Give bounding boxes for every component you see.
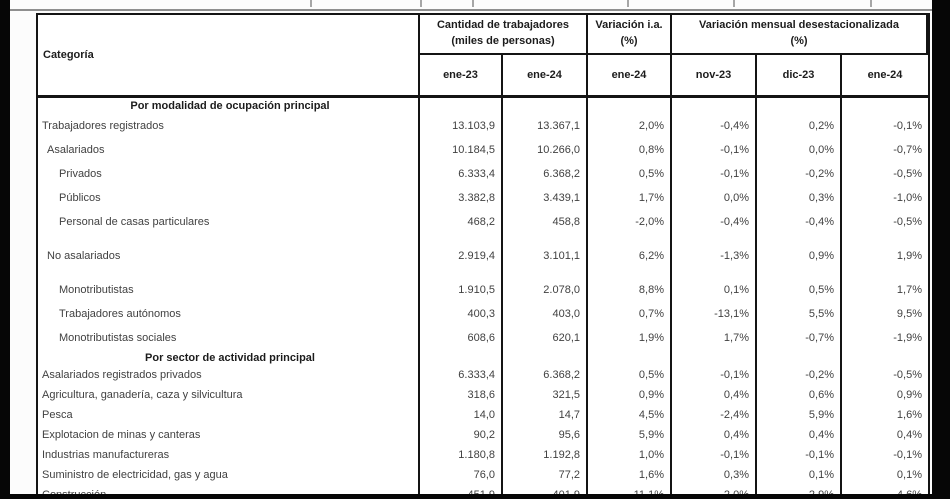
category-cell: Trabajadores registrados: [38, 114, 420, 138]
empty-cell: [757, 98, 842, 114]
value-cell: -0,4%: [672, 114, 757, 138]
value-cell: -0,7%: [893, 144, 922, 156]
value-cell: 3.439,1: [503, 186, 588, 210]
value-cell: 14,0: [420, 405, 503, 425]
column-group-workers-count: [420, 15, 588, 55]
table-row: [38, 425, 928, 445]
value-cell: 77,2: [503, 465, 588, 485]
value-cell: -0,1%: [672, 138, 757, 162]
category-cell: Monotributistas: [38, 268, 420, 302]
value-cell: -0,2%: [757, 365, 842, 385]
value-cell: 1.180,8: [420, 445, 503, 465]
subcolumn-header: ene-24: [588, 55, 672, 95]
value-cell: 14,7: [503, 405, 588, 425]
section-title: Por modalidad de ocupación principal: [38, 98, 420, 114]
value-cell: 10.266,0: [503, 138, 588, 162]
value-cell: -0,1%: [672, 162, 757, 186]
value-cell: 95,6: [503, 425, 588, 445]
value-cell: 0,4%: [672, 425, 757, 445]
table-row: [38, 405, 928, 425]
empty-cell: [588, 350, 672, 365]
empty-cell: [503, 350, 588, 365]
value-cell: 0,4%: [672, 385, 757, 405]
remnant-tick: [870, 0, 872, 7]
table-header: [38, 15, 928, 98]
group-label-line: (miles de personas): [451, 35, 555, 47]
value-cell: -2,0%: [588, 210, 672, 234]
value-cell: 0,4%: [896, 429, 922, 441]
value-cell: -0,1%: [672, 365, 757, 385]
value-cell: 90,2: [420, 425, 503, 445]
section-header-row: [38, 350, 928, 365]
value-cell: 0,4%: [757, 425, 842, 445]
value-cell: -0,1%: [893, 449, 922, 461]
table-row: [38, 302, 928, 326]
value-cell: 3.101,1: [503, 234, 588, 268]
value-cell: 620,1: [503, 326, 588, 350]
empty-cell: [757, 350, 842, 365]
remnant-tick: [472, 0, 474, 7]
value-cell: 0,1%: [896, 469, 922, 481]
category-cell: Suministro de electricidad, gas y agua: [38, 465, 420, 485]
group-label-line: (%): [790, 35, 808, 47]
value-cell: 1.192,8: [503, 445, 588, 465]
group-label-line: Variación mensual desestacionalizada: [699, 19, 899, 32]
value-cell: -1,9%: [893, 332, 922, 344]
remnant-horizontal-line: [10, 9, 932, 11]
category-cell: Asalariados: [38, 138, 420, 162]
category-cell: Industrias manufactureras: [38, 445, 420, 465]
value-cell: 8,8%: [588, 268, 672, 302]
table-row: [38, 138, 928, 162]
group-label-line: (%): [620, 35, 638, 47]
category-cell: Públicos: [38, 186, 420, 210]
value-cell: 0,5%: [757, 268, 842, 302]
table-row: [38, 326, 928, 350]
value-cell: 3.382,8: [420, 186, 503, 210]
value-cell: 1,6%: [896, 409, 922, 421]
value-cell: 2.919,4: [420, 234, 503, 268]
value-cell: 5,9%: [588, 425, 672, 445]
value-cell: -0,5%: [893, 369, 922, 381]
empty-cell: [420, 350, 503, 365]
value-cell: 0,5%: [588, 162, 672, 186]
value-cell: -0,5%: [893, 168, 922, 180]
category-cell: Trabajadores autónomos: [38, 302, 420, 326]
value-cell: 318,6: [420, 385, 503, 405]
subcolumn-header: ene-24: [867, 69, 903, 81]
value-cell: -0,1%: [757, 445, 842, 465]
value-cell: -0,5%: [893, 216, 922, 228]
value-cell: 5,5%: [757, 302, 842, 326]
subcolumn-header: dic-23: [757, 55, 842, 95]
table-row: [38, 210, 928, 234]
table-row: [38, 114, 928, 138]
value-cell: -13,1%: [672, 302, 757, 326]
value-cell: 1,7%: [896, 284, 922, 296]
value-cell: -1,3%: [672, 234, 757, 268]
value-cell: 13.367,1: [503, 114, 588, 138]
value-cell: 0,6%: [757, 385, 842, 405]
column-group-yoy-variation: [588, 15, 672, 55]
empty-cell: [842, 350, 928, 365]
category-cell: No asalariados: [38, 234, 420, 268]
value-cell: 0,5%: [588, 365, 672, 385]
table-row: [38, 162, 928, 186]
empty-cell: [503, 98, 588, 114]
empty-cell: [672, 98, 757, 114]
value-cell: 0,1%: [672, 268, 757, 302]
value-cell: 608,6: [420, 326, 503, 350]
value-cell: 1.910,5: [420, 268, 503, 302]
value-cell: 321,5: [503, 385, 588, 405]
table-row: [38, 465, 928, 485]
empty-cell: [672, 350, 757, 365]
value-cell: 6.368,2: [503, 365, 588, 385]
value-cell: 0,9%: [588, 385, 672, 405]
category-cell: Agricultura, ganadería, caza y silvicultura: [38, 385, 420, 405]
value-cell: 0,7%: [588, 302, 672, 326]
value-cell: 0,1%: [757, 465, 842, 485]
value-cell: 2,0%: [588, 114, 672, 138]
column-group-monthly-variation: [672, 15, 928, 55]
value-cell: 0,9%: [757, 234, 842, 268]
category-cell: Monotributistas sociales: [38, 326, 420, 350]
table-row: [38, 365, 928, 385]
subcolumn-header: nov-23: [672, 55, 757, 95]
value-cell: 6.333,4: [420, 162, 503, 186]
table-body: [38, 98, 928, 499]
value-cell: 13.103,9: [420, 114, 503, 138]
category-cell: Pesca: [38, 405, 420, 425]
value-cell: 458,8: [503, 210, 588, 234]
empty-cell: [842, 98, 928, 114]
group-label-line: Variación i.a.: [595, 19, 663, 32]
value-cell: 1,9%: [896, 250, 922, 262]
remnant-tick: [733, 0, 735, 7]
value-cell: 6.333,4: [420, 365, 503, 385]
column-header-category: Categoría: [38, 15, 420, 95]
value-cell: 468,2: [420, 210, 503, 234]
category-cell: Personal de casas particulares: [38, 210, 420, 234]
table-row: [38, 445, 928, 465]
value-cell: 6,2%: [588, 234, 672, 268]
subcolumn-header: ene-24: [503, 55, 588, 95]
table-row: [38, 234, 928, 268]
value-cell: 1,7%: [588, 186, 672, 210]
value-cell: -0,1%: [893, 120, 922, 132]
value-cell: -1,0%: [893, 192, 922, 204]
table-row: [38, 186, 928, 210]
frame-bar-right: [932, 0, 950, 499]
value-cell: 0,0%: [757, 138, 842, 162]
category-cell: Asalariados registrados privados: [38, 365, 420, 385]
value-cell: 2.078,0: [503, 268, 588, 302]
section-header-row: [38, 98, 928, 114]
subcolumn-header: ene-23: [420, 55, 503, 95]
value-cell: 1,7%: [672, 326, 757, 350]
group-label-line: Cantidad de trabajadores: [436, 19, 570, 32]
value-cell: 0,9%: [896, 389, 922, 401]
remnant-tick: [420, 0, 422, 7]
value-cell: 10.184,5: [420, 138, 503, 162]
value-cell: 403,0: [503, 302, 588, 326]
remnant-tick: [310, 0, 312, 7]
table-row: [38, 385, 928, 405]
section-title: Por sector de actividad principal: [38, 350, 420, 365]
value-cell: 0,8%: [588, 138, 672, 162]
value-cell: -0,1%: [672, 445, 757, 465]
cut-off-content-above: [10, 0, 932, 12]
value-cell: 9,5%: [896, 308, 922, 320]
value-cell: 0,3%: [757, 186, 842, 210]
remnant-tick: [627, 0, 629, 7]
empty-cell: [420, 98, 503, 114]
value-cell: -0,2%: [757, 162, 842, 186]
empty-cell: [588, 98, 672, 114]
value-cell: 0,0%: [672, 186, 757, 210]
table-row: [38, 268, 928, 302]
value-cell: 6.368,2: [503, 162, 588, 186]
value-cell: 5,9%: [757, 405, 842, 425]
value-cell: -0,4%: [672, 210, 757, 234]
value-cell: 1,0%: [588, 445, 672, 465]
category-cell: Explotacion de minas y canteras: [38, 425, 420, 445]
value-cell: 76,0: [420, 465, 503, 485]
value-cell: 1,6%: [588, 465, 672, 485]
value-cell: -0,4%: [757, 210, 842, 234]
value-cell: 0,3%: [672, 465, 757, 485]
frame-bar-left: [0, 0, 10, 499]
registered-workers-table: [36, 13, 930, 499]
value-cell: -2,4%: [672, 405, 757, 425]
value-cell: 1,9%: [588, 326, 672, 350]
value-cell: 0,2%: [757, 114, 842, 138]
value-cell: 4,5%: [588, 405, 672, 425]
frame-bar-bottom: [0, 494, 950, 499]
value-cell: -0,7%: [757, 326, 842, 350]
value-cell: 400,3: [420, 302, 503, 326]
category-cell: Privados: [38, 162, 420, 186]
